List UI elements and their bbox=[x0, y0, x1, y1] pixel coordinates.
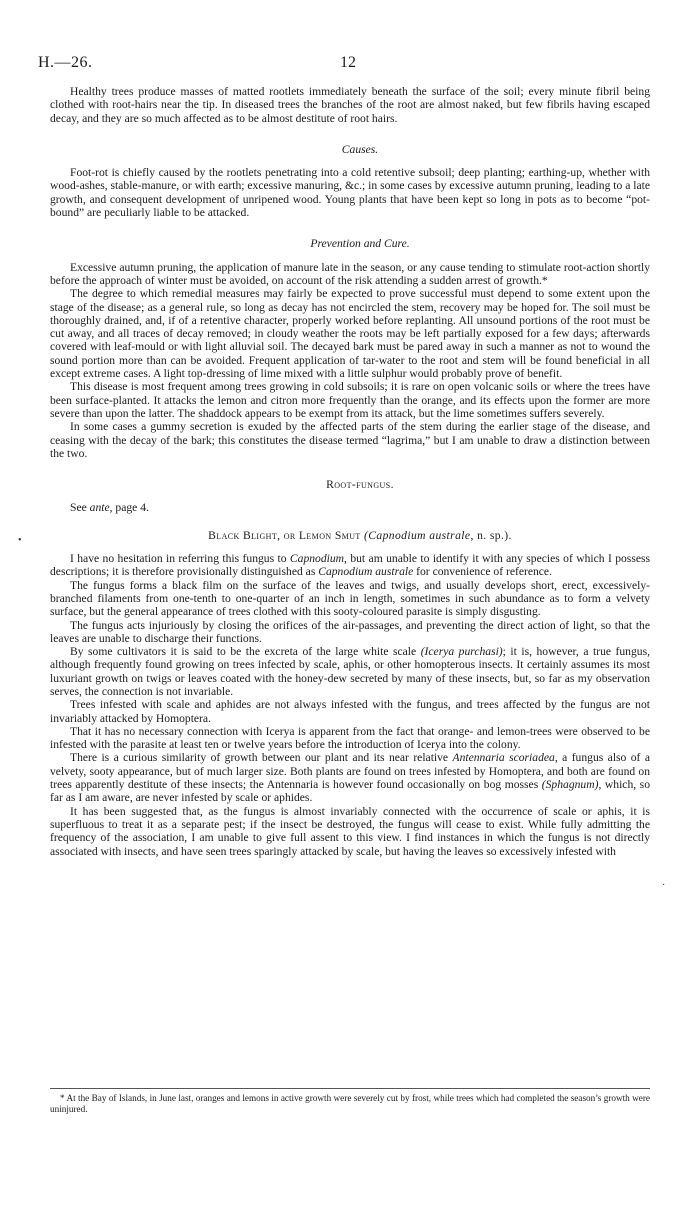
intro-paragraph: Healthy trees produce masses of matted rootlets immediately beneath the surface of the soil; every minute fibril being clothed with root-hairs near the tip. In diseased trees the branches of the root are almost naked, but few fibrils having escaped decay, and they are so much affected as to be almost destitute of root hairs. bbox=[50, 85, 650, 125]
causes-heading: Causes. bbox=[341, 142, 379, 156]
margin-dot: • bbox=[18, 535, 22, 546]
prevention-paragraph-4: In some cases a gummy secretion is exuded by the affected parts of the stem during the earlier stage of the disease, and ceasing with the decay of the bark; this constitutes the disease termed “lagrima,” but I am unable to draw a distinction between the two. bbox=[50, 420, 650, 460]
black-blight-paragraph-5: Trees infested with scale and aphides are not always infested with the fungus, and trees affected by the fungus are not invariably attacked by Homoptera. bbox=[50, 698, 650, 725]
black-blight-paragraph-2: The fungus forms a black film on the surface of the leaves and twigs, and usually develops short, erect, excessively-branched filaments from one-tenth to one-quarter of an inch in length, sometimes in such abundance as to form a velvety surface, but the general appearance of trees clothed with this sooty-coloured parasite is simply disgusting. bbox=[50, 578, 650, 619]
margin-dot: · bbox=[662, 880, 666, 891]
causes-paragraph: Foot-rot is chiefly caused by the rootlets penetrating into a cold retentive subsoil; deep planting; earthing-up, whether with wood-ashes, stable-manure, or with earth; excessive manuring, &c.; in some cases by excessive autumn pruning, leading to a late growth, and consequent development of unripened wood. Young plants that have been kept so long in pots as to become “pot-bound” are peculiarly liable to be attacked. bbox=[50, 166, 650, 220]
black-blight-paragraph-1: I have no hesitation in referring this fungus to Capnodium, but am unable to identify it with any species of which I possess descriptions; it is therefore provisionally distinguished as Capnodium australe for convenience of reference. bbox=[50, 552, 651, 579]
black-blight-paragraph-4: By some cultivators it is said to be the excreta of the large white scale (Icerya purchasi); it is, however, a true fungus, although frequently found growing on trees infected by scale, aphis, or other homopterous insects. It certainly assumes its most luxuriant growth on twigs or leaves coated with the honey-dew secreted by many of these insects, but, so far as my observation serves, the connection is not invariable. bbox=[50, 645, 650, 698]
black-blight-paragraph-3: The fungus acts injuriously by closing the orifices of the air-passages, and preventing the direct action of light, so that the leaves are unable to discharge their functions. bbox=[50, 618, 650, 645]
footnote-text: * At the Bay of Islands, in June last, oranges and lemons in active growth were severely cut by frost, while trees which had completed the season’s growth were uninjured. bbox=[50, 1093, 650, 1114]
page-number: 12 bbox=[340, 54, 356, 71]
black-blight-paragraph-8: It has been suggested that, as the fungus is almost invariably connected with the occurrence of scale or aphis, it is superfluous to treat it as a separate pest; if the insect be destroyed, the fungus will cease to exist. While fully admitting the frequency of the association, I am unable to give full assent to this view. I find instances in which the fungus is not directly associated with insects, and have seen trees sparingly attacked by scale, but having the leaves so excessively infested with bbox=[50, 804, 650, 858]
black-blight-paragraph-6: That it has no necessary connection with Icerya is apparent from the fact that orange- and lemon-trees were observed to be infested with the parasite at least ten or twelve years before the introduction of Icerya into the colony. bbox=[50, 724, 650, 752]
black-blight-paragraph-7: There is a curious similarity of growth between our plant and its near relative Antennaria scoriadea, a fungus also of a velvety, sooty appearance, but of much larger size. Both plants are found on trees infested by Homoptera, and both are found on trees apparently destitute of these insects; the Antennaria is however found occasionally on bog mosses (Sphagnum), which, so far as I am aware, are never infested by scale or aphides. bbox=[50, 751, 650, 805]
root-fungus-heading: Root-fungus. bbox=[326, 478, 394, 492]
prevention-paragraph-2: The degree to which remedial measures may fairly be expected to prove successful must depend to some extent upon the stage of the disease; as a general rule, so long as decay has not encircled the stem, recovery may be hoped for. The soil must be thoroughly drained, and, if of a retentive character, properly worked before replanting. All unsound portions of the root must be cut away, and all traces of decay removed; in cloudy weather the roots may be left partially exposed for a few days; afterwards covered with leaf-mould or with light alluvial soil. The decayed bark must be pared away in such a manner as not to wound the sound portion more than can be avoided. Frequent application of tar-water to the root and stem will be found beneficial in all except extreme cases. A light top-dressing of lime mixed with a little sulphur would probably prove of benefit. bbox=[50, 287, 650, 381]
prevention-paragraph-3: This disease is most frequent among trees growing in cold subsoils; it is rare on open volcanic soils or where the trees have been surface-planted. It attacks the lemon and citron more frequently than the orange, and its effects upon the former are more severe than upon the latter. The shaddock appears to be exempt from its attack, but the lime sometimes suffers severely. bbox=[50, 380, 650, 420]
report-reference: H.—26. bbox=[38, 54, 93, 71]
prevention-paragraph-1: Excessive autumn pruning, the application of manure late in the season, or any cause tending to stimulate root-action shortly before the approach of winter must be avoided, on account of the risk attending a sudden arrest of growth.* bbox=[50, 260, 650, 287]
footnote bbox=[50, 1093, 650, 1115]
footnote-divider bbox=[50, 1088, 650, 1089]
prevention-heading: Prevention and Cure. bbox=[310, 237, 410, 251]
body-text bbox=[50, 85, 650, 858]
black-blight-heading: Black Blight, or Lemon Smut (Capnodium australe, n. sp.). bbox=[208, 528, 512, 542]
root-fungus-reference: See ante, page 4. bbox=[70, 501, 149, 515]
